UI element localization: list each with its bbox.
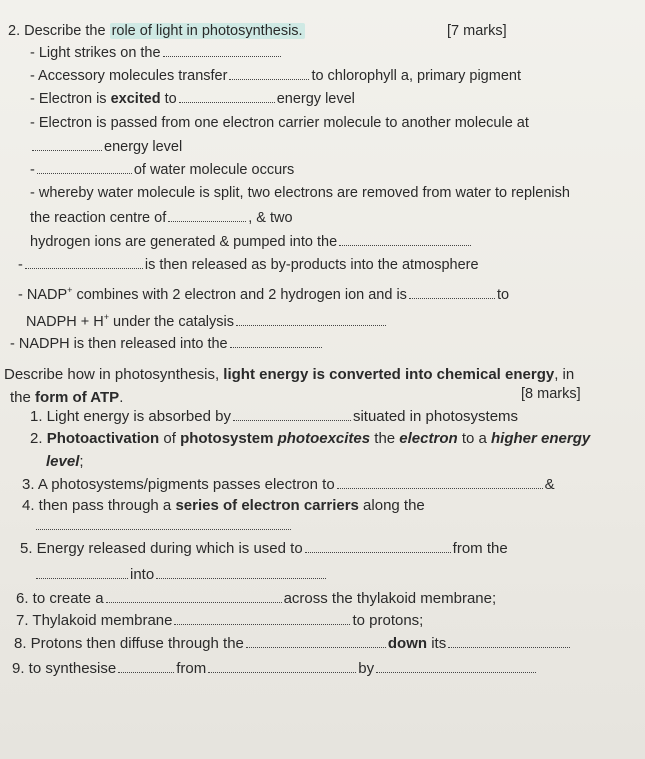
q2-line-4: - Electron is passed from one electron carrier molecule to another molecule at xyxy=(30,115,529,131)
blank[interactable] xyxy=(168,209,246,222)
text: is then released as by-products into the atmosphere xyxy=(144,257,479,273)
text: across the thylakoid membrane; xyxy=(283,590,497,607)
q2-line-1 xyxy=(30,44,283,62)
text: energy level xyxy=(276,91,355,107)
text: 5. Energy released during which is used to xyxy=(20,540,303,557)
q2-line-10 xyxy=(18,256,479,274)
text: Describe how in photosynthesis, xyxy=(4,366,224,383)
text: along the xyxy=(358,497,425,514)
blank[interactable] xyxy=(179,90,275,103)
bold-italic-text: level xyxy=(46,453,80,470)
text: from the xyxy=(452,540,508,557)
text: the reaction centre of xyxy=(30,210,167,226)
blank[interactable] xyxy=(36,566,128,579)
text: combines with 2 electron and 2 hydrogen ion and is xyxy=(72,286,407,303)
text: 6. to create a xyxy=(16,590,104,607)
text: , in xyxy=(554,366,575,383)
bold-text: excited xyxy=(110,91,161,107)
text: 3. A photosystems/pigments passes electron to xyxy=(22,476,335,493)
blank[interactable] xyxy=(208,660,356,673)
text: by xyxy=(358,660,375,677)
q2-line-8 xyxy=(30,209,293,227)
q3-step-2-cont xyxy=(46,453,84,471)
q2-line-12 xyxy=(26,308,388,331)
blank[interactable] xyxy=(32,138,102,151)
q2-line-11 xyxy=(18,281,509,304)
text: to xyxy=(496,286,510,303)
text: - xyxy=(18,257,23,273)
text: - Electron is xyxy=(30,91,111,107)
bold-italic-text: electron xyxy=(399,430,458,447)
text: & xyxy=(544,476,555,493)
q2-line-5 xyxy=(30,138,182,156)
q3-step-5 xyxy=(20,540,508,558)
text: to chlorophyll a, primary pigment xyxy=(311,68,521,84)
bold-text: photosystem xyxy=(180,430,274,447)
text: its xyxy=(427,635,447,652)
bold-italic-text: higher energy xyxy=(491,430,591,447)
text: ; xyxy=(79,453,84,470)
blank[interactable] xyxy=(156,566,326,579)
q3-step-2 xyxy=(30,430,590,448)
q3-step-6 xyxy=(16,590,496,608)
text: . xyxy=(119,389,124,406)
text: - Light strikes on the xyxy=(30,45,161,61)
q3-step-1 xyxy=(30,408,518,426)
text: 4. then pass through a xyxy=(22,497,176,514)
blank[interactable] xyxy=(409,286,495,299)
q2-heading xyxy=(8,22,305,40)
text: of water molecule occurs xyxy=(133,162,295,178)
text: 7. Thylakoid membrane xyxy=(16,612,173,629)
blank[interactable] xyxy=(448,635,570,648)
blank[interactable] xyxy=(305,540,451,553)
q2-marks: [7 marks] xyxy=(447,23,507,39)
q3-step-8 xyxy=(14,635,572,653)
text: into xyxy=(130,566,155,583)
bold-text: down xyxy=(387,635,428,652)
q2-line-13 xyxy=(10,335,324,353)
text: 9. to synthesise xyxy=(12,660,117,677)
q2-line-6 xyxy=(30,161,294,179)
text: 8. Protons then diffuse through the xyxy=(14,635,244,652)
q2-number: 2. xyxy=(8,23,21,39)
q3-heading-line-2 xyxy=(10,389,123,407)
q2-line-9 xyxy=(30,233,473,251)
q2-question-text: Describe the xyxy=(24,23,110,39)
bold-text: series of electron carriers xyxy=(175,497,359,514)
q3-step-4 xyxy=(22,497,425,515)
q2-highlighted-text: role of light in photosynthesis. xyxy=(111,23,303,39)
superscript: + xyxy=(67,285,73,295)
text: from xyxy=(176,660,207,677)
text: - Accessory molecules transfer xyxy=(30,68,228,84)
text: - NADP xyxy=(18,286,68,303)
q3-step-4-blank xyxy=(34,517,293,535)
bold-text: Photoactivation xyxy=(46,430,160,447)
blank[interactable] xyxy=(106,590,282,603)
q3-marks: [8 marks] xyxy=(521,386,581,402)
blank[interactable] xyxy=(174,612,350,625)
blank[interactable] xyxy=(37,161,132,174)
q2-line-7: - whereby water molecule is split, two electrons are removed from water to replenish xyxy=(30,185,570,201)
blank[interactable] xyxy=(25,256,143,269)
q3-step-3 xyxy=(22,476,555,494)
q3-step-5-cont xyxy=(34,566,328,584)
blank[interactable] xyxy=(36,517,291,530)
blank[interactable] xyxy=(339,233,471,246)
blank[interactable] xyxy=(376,660,536,673)
blank[interactable] xyxy=(230,335,322,348)
q3-step-9 xyxy=(12,660,538,678)
text: , & two xyxy=(248,210,293,226)
blank[interactable] xyxy=(236,313,386,326)
bold-italic-text: photoexcites xyxy=(273,430,371,447)
blank[interactable] xyxy=(337,476,543,489)
text: to protons; xyxy=(352,612,424,629)
blank[interactable] xyxy=(233,408,351,421)
blank[interactable] xyxy=(229,67,309,80)
text: 1. Light energy is absorbed by xyxy=(30,408,231,425)
blank[interactable] xyxy=(118,660,174,673)
q3-step-7 xyxy=(16,612,423,630)
text: NADPH + H xyxy=(26,313,104,330)
text: energy level xyxy=(104,139,183,155)
text: to a xyxy=(457,430,492,447)
text: the xyxy=(10,389,36,406)
text: under the catalysis xyxy=(109,313,234,330)
text: hydrogen ions are generated & pumped into the xyxy=(30,234,338,250)
blank[interactable] xyxy=(163,44,281,57)
text: 2. xyxy=(30,430,47,447)
q2-line-3 xyxy=(30,90,355,108)
q3-heading-line-1 xyxy=(4,366,574,384)
text: situated in photosystems xyxy=(352,408,519,425)
text: - NADPH is then released into the xyxy=(10,336,228,352)
blank[interactable] xyxy=(246,635,386,648)
q2-line-2 xyxy=(30,67,521,85)
text: - xyxy=(30,162,35,178)
bold-text: light energy is converted into chemical energy xyxy=(223,366,555,383)
superscript: + xyxy=(103,312,110,322)
bold-text: form of ATP xyxy=(35,389,120,406)
text: to xyxy=(160,91,177,107)
text: of xyxy=(159,430,181,447)
text: the xyxy=(370,430,400,447)
